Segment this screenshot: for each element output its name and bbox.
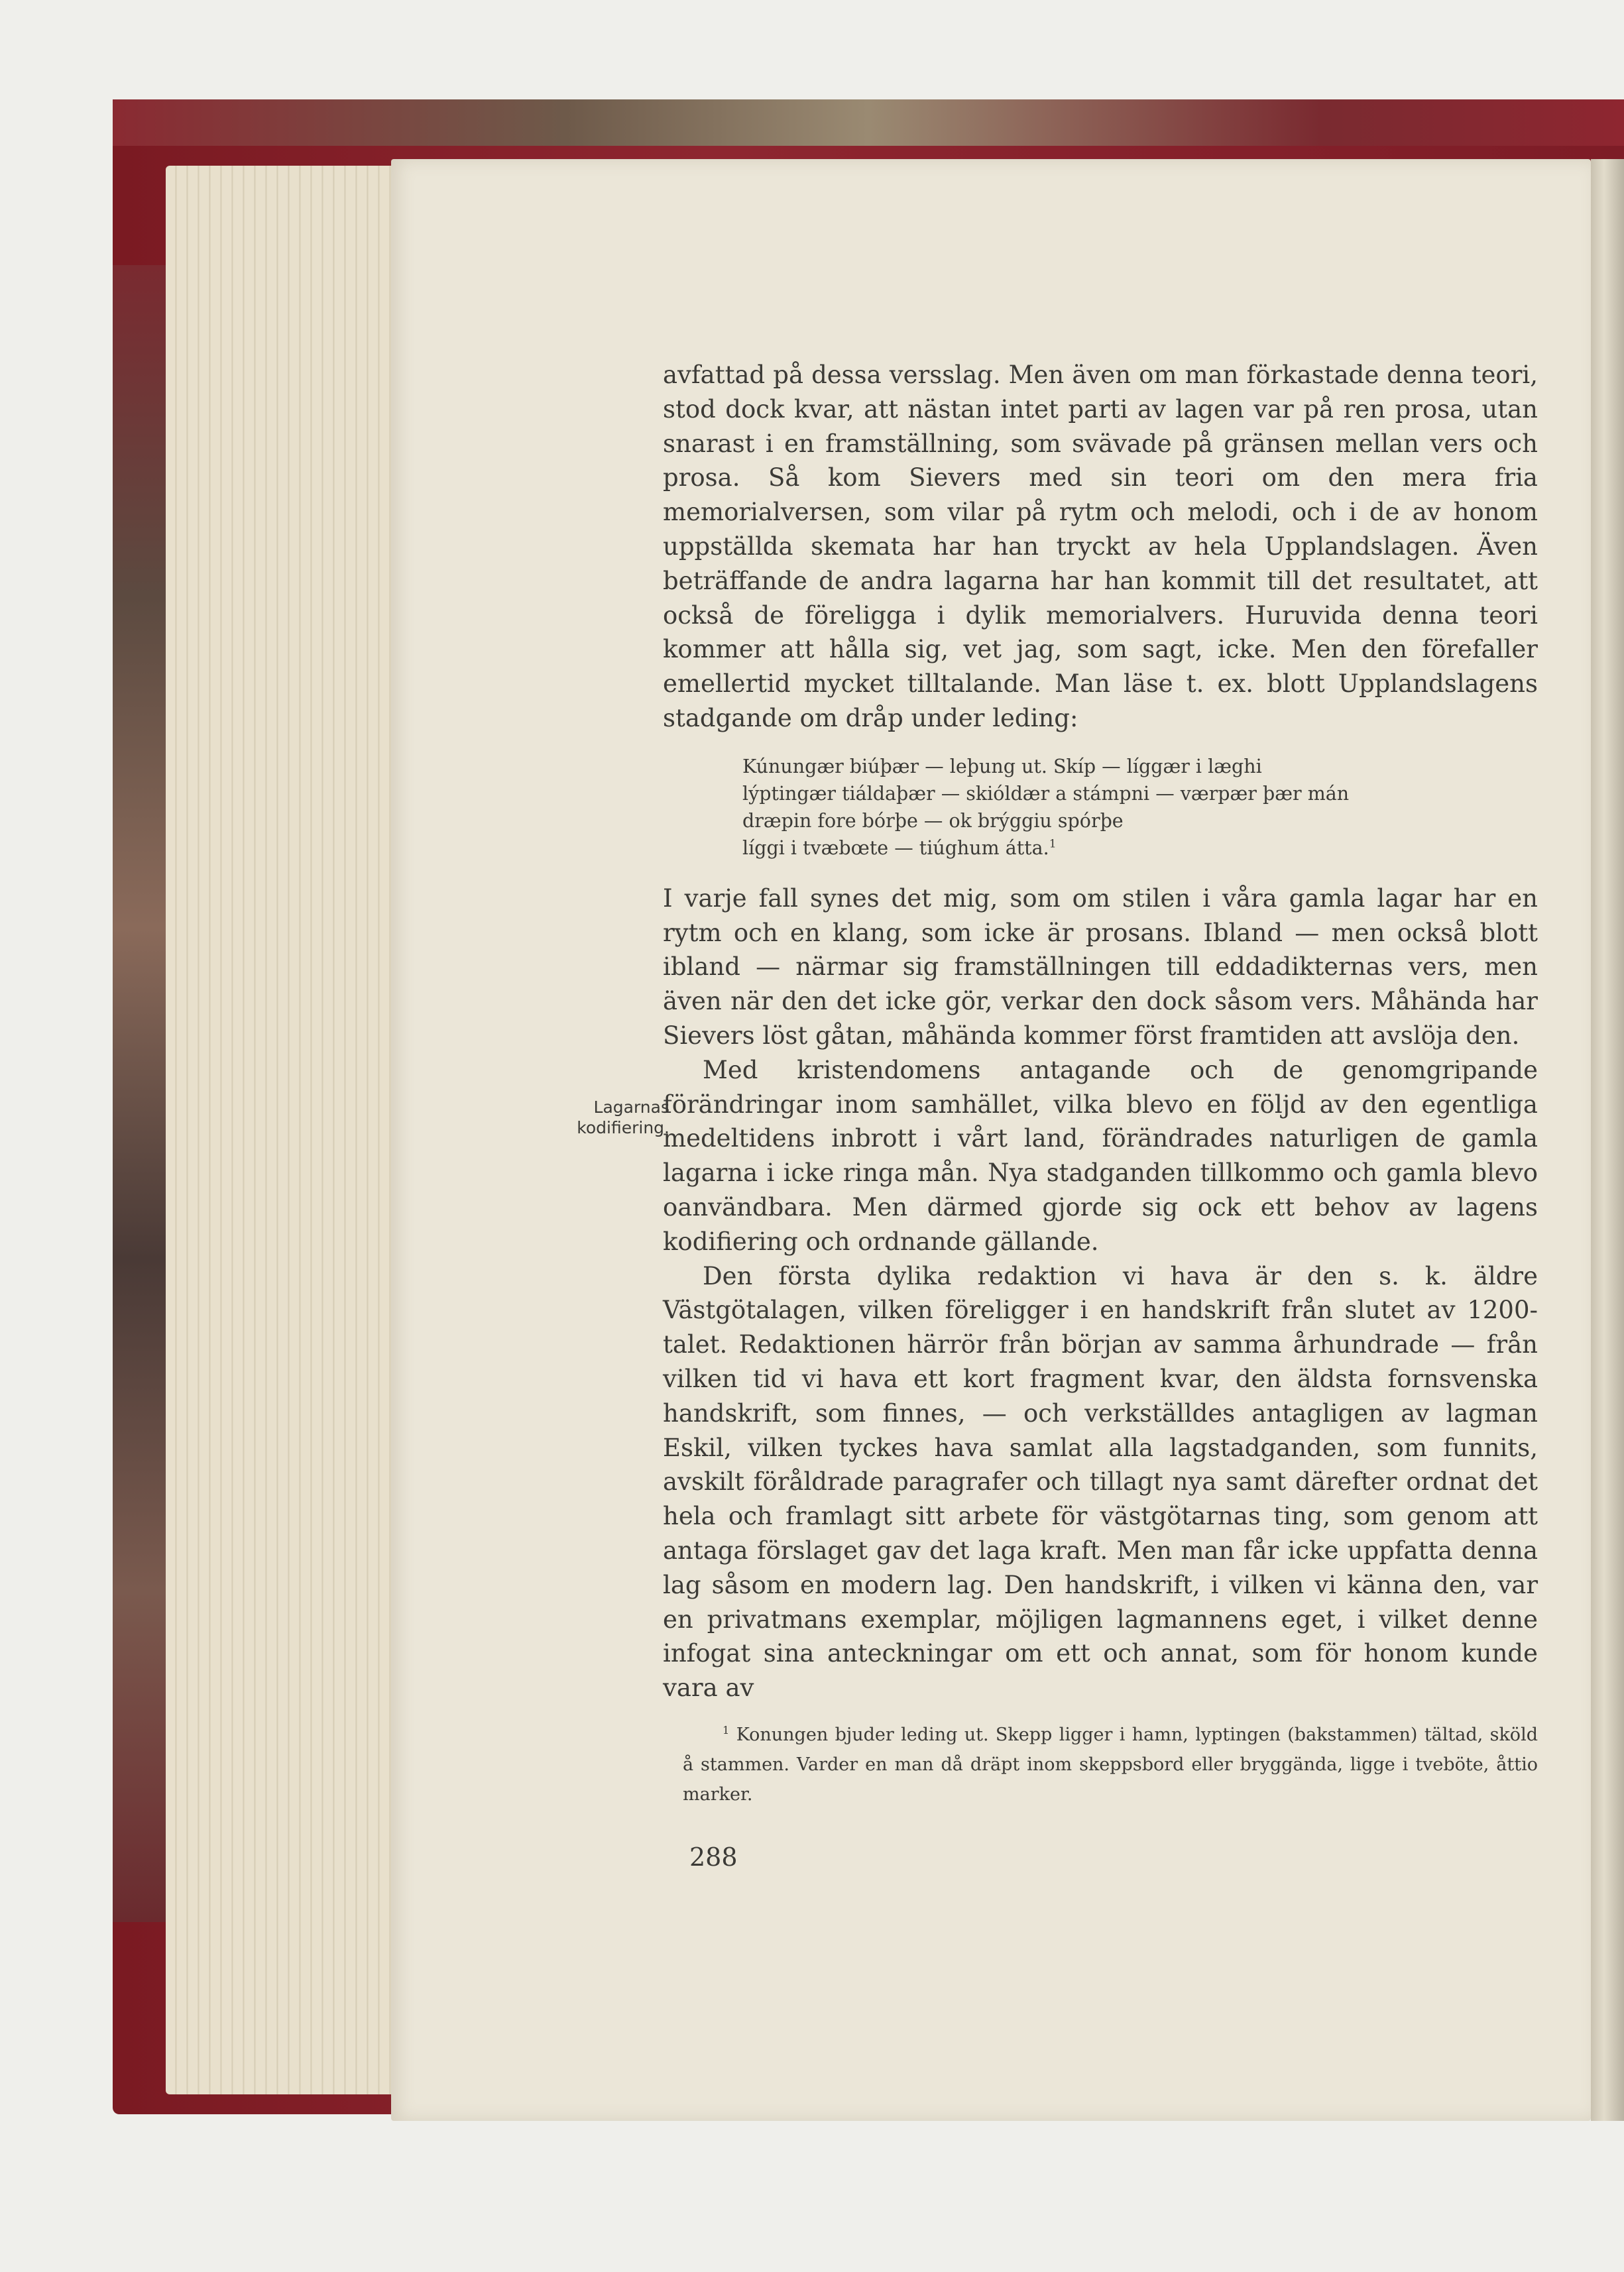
footnote (683, 1720, 1538, 1809)
page-edges (166, 166, 418, 2094)
footnote-mark: 1 (723, 1724, 730, 1736)
verse-line: dræpin fore bórþe — ok brýggiu spórþe (742, 809, 1124, 832)
footnote-reference: 1 (1049, 837, 1057, 851)
body-text (663, 358, 1538, 1705)
paragraph: Den första dylika redaktion vi hava är den s. k. äldre Västgötalagen, vilken föreligger i en handskrift från slutet av 1200-talet. Redaktionen härrör från början av samma århundrade — från vilken tid vi hava ett kort fragment kvar, den äldsta fornsvenska handskrift, som finnes, — och verkställdes antagligen av lagman Eskil, vilken tyckes hava samlat alla lagstadganden, som funnits, avskilt föråldrade paragrafer och tillagt nya samt därefter ordnat det hela och framlagt sitt arbete för västgötarnas ting, som genom att antaga förslaget gav det laga kraft. Men man får icke uppfatta denna lag såsom en modern lag. Den handskrift, i vilken vi känna den, var en privatmans exemplar, möjligen lagmannens eget, i vilket denne infogat sina anteckningar om ett och annat, som för honom kunde vara av (663, 1261, 1538, 1703)
paragraph: avfattad på dessa versslag. Men även om man förkastade denna teori, stod dock kvar, att nästan intet parti av lagen var på ren prosa, utan snarast i en framställning, som svävade på gränsen mellan vers och prosa. Så kom Sievers med sin teori om den mera fria memorialversen, som vilar på rytm och melodi, och i de av honom uppställda skemata har han tryckt av hela Upplandslagen. Även beträffande de andra lagarna har han kommit till det resultatet, att också de föreligga i dylik memorialvers. Huruvida denna teori kommer att hålla sig, vet jag, som sagt, icke. Men den förefaller emellertid mycket tilltalande. Man läse t. ex. blott Upplandslagens stadgande om dråp under leding: (663, 361, 1538, 732)
verse-line: Kúnungær biúþær — leþung ut. Skíp — líggær i læghi (742, 755, 1262, 777)
facing-page-edge (1591, 159, 1624, 2121)
book-cover-top-edge (113, 99, 1624, 146)
paragraph: Med kristendomens antagande och de genomgripande förändringar inom samhället, vilka blevo en följd av den egentliga medeltidens inbrott i vårt land, förändrades naturligen de gamla lagarna i icke ringa mån. Nya stadganden tillkommo och gamla blevo oanvändbara. Men därmed gjorde sig ock ett behov av lagens kodifiering och ordnande gällande. (663, 1055, 1538, 1256)
verse-line-last (742, 834, 1538, 862)
paragraph (663, 881, 1538, 1053)
footnote-text-block (683, 1720, 1538, 1809)
margin-note-line: kodifiering. (577, 1118, 669, 1137)
verse-line: lýptingær tiáldaþær — skióldær a stámpni — værpær þær mán (742, 782, 1350, 805)
verse-quote (742, 753, 1538, 862)
verse-line-text: líggi i tvæbœte — tiúghum átta. (742, 836, 1049, 859)
footnote-text: Konungen bjuder leding ut. Skepp ligger i hamn, lyptingen (bakstammen) tältad, sköld å stammen. Varder en man då dräpt inom skeppsbord eller bryggända, ligge i tveböte, åttio marker. (683, 1725, 1538, 1805)
paragraph-text: I varje fall synes det mig, som om stilen i våra gamla lagar har en rytm och en klang, som icke är prosans. Ibland — men också blott ibland — närmar sig framställningen till eddadikternas vers, men även när den det icke gör, verkar den dock såsom vers. Måhända har Sievers löst gåtan, måhända kommer först framtiden att avslöja den. (663, 883, 1538, 1050)
margin-note-line: Lagarnas (593, 1098, 669, 1117)
page-number: 288 (689, 1843, 738, 1872)
margin-note (547, 1097, 669, 1138)
